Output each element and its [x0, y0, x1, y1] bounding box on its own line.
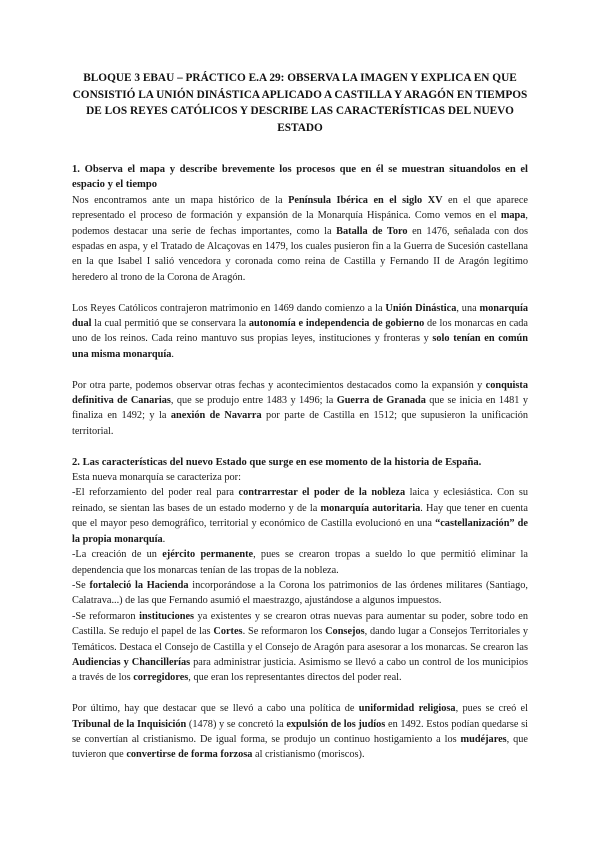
text-segment: laica y eclesiástica. Con su reinado, se sientan las bases de un estado moderno y de la — [72, 487, 528, 514]
text-segment: , que se produjo entre 1483 y 1496; la — [170, 395, 337, 407]
text-segment: , pues se creó el — [455, 703, 528, 715]
text-segment: . — [171, 348, 174, 360]
bold-phrase: Unión Dinástica — [385, 302, 457, 314]
bold-phrase: Audiencias y Chancillerías — [72, 656, 191, 668]
text-segment: -Se — [72, 579, 90, 591]
bold-phrase: fortaleció la Hacienda — [89, 579, 189, 591]
item-royal-power — [72, 485, 528, 547]
text-segment: en el que aparece representado el proceso de formación y expansión de la Monarquía Hispánica. Como vemos en el — [72, 194, 528, 222]
text-segment: , que eran los representantes directos del poder real. — [188, 672, 402, 684]
bold-phrase: Cortes — [213, 626, 243, 638]
bold-phrase: uniformidad religiosa — [358, 703, 456, 715]
bold-phrase: Batalla de Toro — [336, 225, 408, 237]
bold-phrase: ejército permanente — [162, 549, 254, 561]
bold-phrase: contrarrestar el poder de la nobleza — [238, 487, 406, 499]
bold-phrase: monarquía autoritaria — [320, 502, 421, 514]
text-segment: Nos encontramos ante un mapa histórico de la — [72, 194, 289, 206]
bold-phrase: convertirse de forma forzosa — [126, 749, 253, 761]
document-title: BLOQUE 3 EBAU – PRÁCTICO E.A 29: OBSERVA LA IMAGEN Y EXPLICA EN QUE CONSISTIÓ LA UNIÓN DINÁSTICA APLICADO A CASTILLA Y ARAGÓN EN TIEMPOS DE LOS REYES CATÓLICOS Y DESCRIBE LAS CARACTERÍSTICAS DEL NUEVO ESTADO — [72, 72, 528, 134]
text-segment: . Se reformaron los — [242, 626, 326, 638]
paragraph-dynastic-union — [72, 301, 528, 363]
text-segment: -La creación de un — [72, 549, 163, 561]
section-question-1 — [72, 162, 528, 439]
text-segment: , podemos destacar una serie de fechas importantes, como la — [72, 210, 528, 237]
paragraph-intro: Esta nueva monarquía se caracteriza por: — [72, 472, 241, 484]
bold-phrase: expulsión de los judíos — [286, 718, 386, 730]
text-segment: incorporándose a la Corona los patrimonios de las órdenes militares (Santiago, Calatrava...) de las que Fernando asumió el maestrazgo, ajustándose a algunos impuestos. — [72, 579, 528, 607]
bold-phrase: monarquía dual — [72, 302, 528, 330]
bold-phrase: mapa — [500, 210, 526, 222]
text-segment: Por otra parte, podemos observar otras fechas y acontecimientos destacados como la expansión y — [72, 379, 486, 391]
bold-phrase: Tribunal de la Inquisición — [72, 718, 187, 730]
item-treasury — [72, 578, 528, 609]
item-permanent-army — [72, 547, 528, 578]
bold-phrase: anexión de Navarra — [170, 410, 262, 422]
paragraph-religious-uniformity — [72, 701, 528, 763]
text-segment: Por último, hay que destacar que se llevó a cabo una política de — [72, 703, 359, 715]
bold-phrase: corregidores — [133, 672, 189, 684]
bold-phrase: autonomía e independencia de gobierno — [248, 318, 425, 330]
bold-phrase: solo tenían en común una misma monarquía — [72, 333, 528, 360]
bold-phrase: conquista definitiva de Canarias — [72, 379, 528, 407]
text-segment: , que tuvieron que — [72, 733, 528, 761]
bold-phrase: mudéjares — [460, 733, 507, 745]
text-segment: ya existentes y se crearon otras nuevas para aumentar su poder, sobre todo en Castilla. Se redujo el papel de las — [72, 610, 528, 638]
text-segment: . — [162, 533, 166, 545]
section-question-2 — [72, 455, 528, 763]
text-segment: , pues se crearon tropas a sueldo lo que permitió eliminar la dependencia que los monarcas tenían de las tropas de la nobleza. — [72, 549, 528, 576]
text-segment: . Hay que tener en cuenta que el mayor peso demográfico, territorial y económico de Castilla evolucionó en una — [72, 502, 528, 530]
item-institutions — [72, 609, 528, 686]
bold-phrase: Consejos — [325, 626, 365, 638]
text-segment: por parte de Castilla en 1512; que supusieron la unificación territorial. — [72, 410, 528, 437]
question-1-heading: 1. Observa el mapa y describe brevemente los procesos que en él se muestran situandolos en el espacio y el tiempo — [72, 164, 528, 191]
text-segment: para administrar justicia. Asimismo se llevó a cabo un control de los municipios a través de los — [72, 656, 529, 684]
text-segment: , una — [456, 302, 480, 314]
paragraph-territorial-expansion — [72, 378, 528, 440]
text-segment: -El reforzamiento del poder real para — [72, 487, 239, 499]
question-2-heading: 2. Las características del nuevo Estado que surge en ese momento de la historia de España. — [72, 456, 482, 468]
text-segment: -Se reformaron — [72, 610, 140, 622]
bold-phrase: Guerra de Granada — [336, 395, 426, 407]
bold-phrase: Península Ibérica en el siglo XV — [288, 194, 443, 206]
text-segment: de los monarcas en cada uno de los reinos. Cada reino mantuvo sus propias leyes, instituciones y fronteras y — [72, 318, 529, 345]
bold-phrase: “castellanización” de la propia monarquía — [72, 518, 528, 545]
text-segment: Los Reyes Católicos contrajeron matrimonio en 1469 dando comienzo a la — [72, 302, 386, 314]
text-segment: (1478) y se concretó la — [186, 718, 287, 730]
text-segment: la cual permitió que se conservara la — [91, 318, 249, 330]
bold-phrase: instituciones — [139, 610, 195, 622]
text-segment: en 1476, señalada con dos espadas en aspa, y el Tratado de Alcaçovas en 1479, los cuales pusieron fin a la Guerra de Sucesión castellana en la que Isabel I salió vencedora y coronada como reina de Castilla y Fernando II de Aragón legítimo heredero al trono de la Corona de Aragón. — [72, 225, 529, 283]
text-segment: que se inicia en 1481 y finaliza en 1492; y la — [72, 395, 528, 422]
paragraph-map-description — [72, 193, 528, 285]
text-segment: al cristianismo (moriscos). — [252, 749, 365, 761]
text-segment: en 1492. Estos podían quedarse si se convertían al cristianismo. De igual forma, se produjo un continuo hostigamiento a los — [72, 718, 529, 745]
text-segment: , dando lugar a Consejos Territoriales y Temáticos. Destaca el Consejo de Castilla y el Consejo de Aragón para asesorar a los monarcas. Se crearon las — [72, 626, 528, 653]
